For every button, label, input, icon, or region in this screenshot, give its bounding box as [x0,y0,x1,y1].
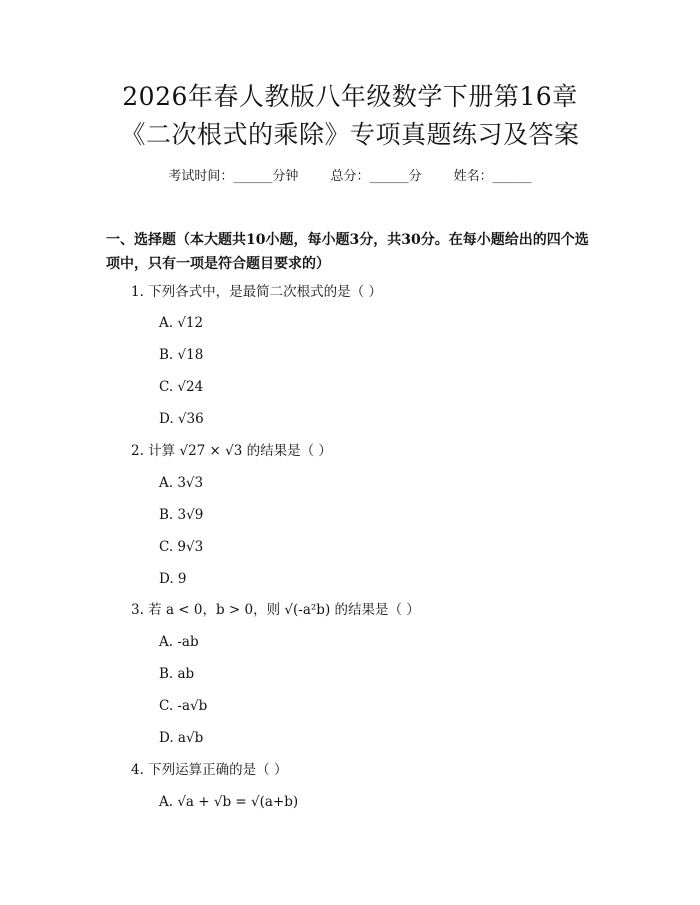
page-title-line2: 《二次根式的乘除》专项真题练习及答案 [120,120,580,149]
question-3-stem: 3. 若 a < 0，b > 0，则 √(-a²b) 的结果是（ ） [131,602,420,618]
question-1-stem: 1. 下列各式中，是最简二次根式的是（ ） [131,284,382,300]
question-1-option-b: B. √18 [159,347,204,363]
question-2-option-a: A. 3√3 [159,475,204,491]
question-3-option-a: A. -ab [159,634,199,650]
question-1-option-c: C. √24 [159,379,204,395]
exam-time-field: 考试时间：______分钟 [168,169,299,184]
question-3-option-c: C. -a√b [159,698,208,714]
question-3-option-b: B. ab [159,666,195,682]
question-3-option-d: D. a√b [159,730,204,746]
question-2-stem: 2. 计算 √27 × √3 的结果是（ ） [131,443,332,459]
question-1-option-d: D. √36 [159,411,204,427]
question-2-option-b: B. 3√9 [159,507,204,523]
section-heading: 一、选择题（本大题共10小题，每小题3分，共30分。在每小题给出的四个选项中，只有一项是符合题目要求的） [106,232,589,272]
total-score-field: 总分：______分 [330,169,422,184]
question-4-stem: 4. 下列运算正确的是（ ） [131,762,288,778]
question-4-option-a: A. √a + √b = √(a+b) [159,794,299,810]
question-1-option-a: A. √12 [159,315,204,331]
question-2-option-d: D. 9 [159,571,187,587]
student-name-field: 姓名：______ [453,169,532,184]
exam-info-row [0,167,700,187]
question-2-option-c: C. 9√3 [159,539,204,555]
page-title-line1: 2026年春人教版八年级数学下册第16章 [122,82,578,111]
